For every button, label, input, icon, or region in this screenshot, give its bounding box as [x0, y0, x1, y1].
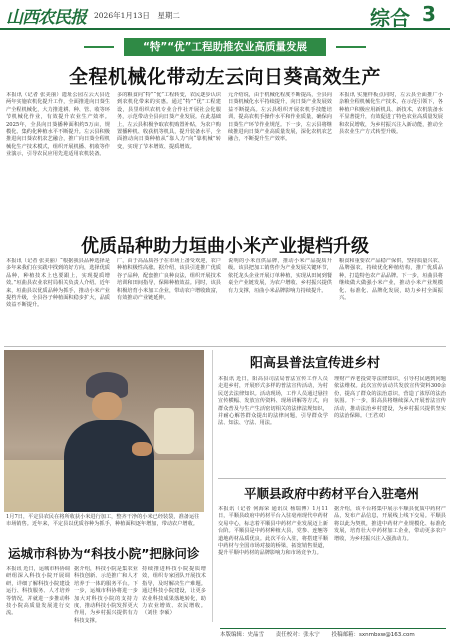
pingshun-column-2: 据介绍，该平台将集中展示平顺县优质中药材产品，发布产品信息，开展线上线下交易。平顺县将以此为契机，推进中药材产业规模化、标准化发展，培育壮大中药材加工企业，带动更多农户增收，为乡村振兴注入强劲动力。: [334, 506, 446, 542]
yanggao-column-2: 理财产养老投资等法律知识，引导村民遇到问题依法维权。此次宣传活动共发放宣传资料300余份，提高了群众的法治意识，营造了浓厚的法治氛围。下一步，阳高县将继续深入开展普法宣传活动，推动法治乡村建设，为乡村振兴提供坚实的法治保障。（王君双）: [334, 376, 446, 420]
yuncheng-column-2: 据介绍，科技小院是集农业科技创新、示范推广和人才培养于一体的服务平台。下一步，运城市科协将进一步加大对科技小院的支持力度，推动科技小院发挥更大作用，为乡村振兴提供有力科技支撑。: [74, 566, 138, 624]
main-headline: 全程机械化带动左云向日葵高效生产: [68, 66, 381, 88]
article1-column-4: 本报讯 实施样板点同时，左云县全面推广小杂粮全程机械化生产技术，在示范引领下，各种植户积极应用新机具、新技术，农机装备水平显著提升，有效促进了特色农业高质量发展和农民增收，为乡村振兴注入新动能，推动全县农业生产方式转型升级。: [339, 92, 443, 136]
article1-column-1: 本报讯（记者 张美丽）遗址公园左云大县近两年实施农机化提升工作，全面推进向日葵生产全程机械化，大力推进耕、种、管、收等环节机械化作业，有效提升农业生产效率。2025年，全县向日葵播种面积约5万亩，规模化、集约化种植水平不断提升。左云县积极推进向日葵农机农艺融合，推广向日葵全程机械化生产技术模式，组织开展机播、机收等作业演示，引导农民应用先进适用农机装备。: [6, 92, 110, 158]
masthead: [0, 0, 450, 30]
face-shape: [92, 392, 122, 420]
article2-column-2: 广，由于高品质谷子在市场上备受欢迎，农户种植积极性高涨。据介绍，该县引进推广优质谷子品种，配套推广良种良法，组织开展技术培训和田间指导，保障种植效益。同时，该县积极培育小米加工企业，带动农户增收致富，有效推动产业链延伸。: [117, 258, 221, 302]
hand-shape: [132, 442, 152, 456]
article1-column-3: 元介绍说，由于机械化程度不断提高，全县向日葵机械化水平持续提升，向日葵产业发展效益不断提高。左云县组织开展农机手技能培训，提高农机手操作水平和作业质量，确保向日葵生产环节作业规范。下一步，左云县将继续推进向日葵产业高质量发展，深化农机农艺融合，不断提升生产效率。: [228, 92, 332, 143]
yanggao-headline: 阳高县普法宣传进乡村: [250, 356, 381, 371]
article2-column-1: 本报讯（记者 张美丽）“根据我县品种选择是多年来我们在实践中找到的好方向，选择优质品种，种植技术上也要跟上，实现提质增效。”垣曲县农业农村局相关负责人介绍。近年来，垣曲县以优质品种为抓手，推动小米产业提档升级，全县谷子种植面积稳步扩大，品质效益不断提升。: [6, 258, 110, 309]
farmer-photo: [4, 350, 204, 512]
section-title: 综合: [370, 6, 410, 30]
yuncheng-headline: 运城市科协为“科技小院”把脉问诊: [8, 546, 200, 561]
proof-credit: 责任校对：张永宁: [275, 632, 320, 638]
section-divider: [4, 346, 446, 347]
page-footer: [220, 628, 446, 638]
yuncheng-column-1: 本报讯 近日，运城市科协调研组深入科技小院开展调研，详细了解科技小院建设运行、科技服务、人才培养等情况，并就进一步推动科技小院高质量发展进行交流。: [6, 566, 70, 617]
pingshun-headline: 平顺县政府中药材平台入驻亳州: [244, 486, 420, 501]
grain-bag-shape: [154, 408, 194, 454]
editor-credit: 本版编辑：史晶雪: [220, 632, 265, 638]
column-divider: [212, 350, 213, 622]
yuncheng-column-3: 持续推进科技小院提质增效，组织专家团队开展技术指导，及时解决生产难题。通过科技小院建设，让更多农业科技成果落地转化，助力农业增效、农民增收。（刘佳 李硕）: [142, 566, 206, 617]
pingshun-column-1: 本报讯（记者 何海荣 通讯员 杨瑞博）1月11日，平顺县政府中药材平台入驻亳州现代中药材交易中心，标志着平顺县中药材产业发展迈上新台阶。平顺县是中药材种植大县，党参、连翘等道地药材品质优良。此次平台入驻，将搭建平顺中药材与全国市场对接的桥梁，拓宽销售渠道，提升平顺中药材的品牌影响力和市场竞争力。: [218, 506, 328, 557]
sec2-headline: 优质品种助力垣曲小米产业提档升级: [81, 236, 369, 257]
newspaper-logo: 山西农民报: [6, 8, 86, 28]
article2-column-4: 粮食和重要农产品稳产保供，坚持质量兴农、品牌强农，持续优化种植结构，推广优质品种，打造特色农产品品牌。下一步，垣曲县将继续做大做强小米产业，推动小米产业规模化、标准化、品牌化发展，助力乡村全面振兴。: [339, 258, 443, 302]
topic-banner: “特”“优”工程助推农业高质量发展: [124, 38, 326, 56]
yanggao-column-1: 本报讯 近日，阳高县司法局普法宣传工作人员走进乡村，开展形式多样的普法宣传活动，为村民送去法律知识。活动现场，工作人员通过悬挂宣传横幅、发放宣传资料、现场讲解等方式，向群众普及与生产生活密切相关的法律法规知识，并耐心解答群众提出的法律问题，引导群众学法、知法、守法、用法。: [218, 376, 328, 427]
issue-date: 2026年1月13日 星期二: [94, 11, 180, 20]
photo-caption: 1月7日，平定县农民在将所收获小米进行加工，整齐干净的小米已经装袋，准备运往市场销售。近年来，平定县以优质谷种为抓手，种植面积逐年增加，带动农户增收。: [6, 514, 200, 528]
article2-column-3: 说明的小米直供品牌，推动小米产品提质升级。该县把加工销售作为产业发展关键环节，依托龙头企业开展订单种植，实现从田间到餐桌全产业链发展，为农户增收、乡村振兴提供有力支撑，垣曲小米品牌影响力持续提升。: [228, 258, 332, 294]
section-divider-right: [218, 478, 446, 479]
page-number: 3: [422, 2, 436, 26]
submission-email: 投稿邮箱：sxnmbxw@163.com: [331, 632, 415, 638]
article1-column-2: 多的粮食向“特”“优”工程转变，农民逐步认识到农机化带来的实惠。通过“特”“优”工程建设，县里组织农机专业合作社开展社会化服务，示范带动全县向日葵产业发展。在此基础上，左云县积极争取农机购置补贴，为农户购置播种机、收获机等机具，提升装备水平，全面推动向日葵种植从“靠人力”向“靠机械”转变，实现了节本增效、提质增效。: [117, 92, 221, 150]
coat-shape: [64, 420, 154, 512]
